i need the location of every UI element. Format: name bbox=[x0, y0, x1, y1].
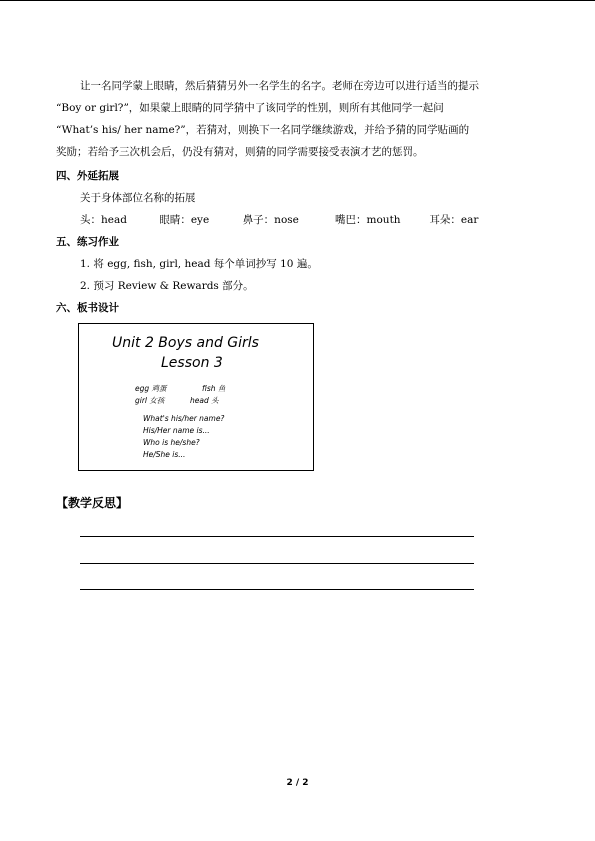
homework-item-2: 2. 预习 Review & Rewards 部分。 bbox=[80, 280, 254, 292]
board-vocab-fish: fish 鱼 bbox=[202, 384, 226, 393]
page-number: 2 / 2 bbox=[286, 778, 309, 788]
body-part-nose: 鼻子：nose bbox=[242, 214, 299, 226]
header-rule bbox=[0, 0, 595, 1]
body-part-eye: 眼睛：eye bbox=[159, 214, 210, 226]
section-5-heading: 五、练习作业 bbox=[56, 236, 119, 248]
body-parts-list bbox=[80, 212, 478, 227]
homework-item-1: 1. 将 egg, fish, girl, head 每个单词抄写 10 遍。 bbox=[80, 258, 318, 270]
board-title: Unit 2 Boys and Girls bbox=[112, 335, 259, 351]
game-paragraph bbox=[56, 75, 538, 163]
game-line-3: “What’s his/ her name?”，若猜对，则换下一名同学继续游戏，并给予猜的同学贴画的 bbox=[56, 124, 470, 136]
board-vocab-egg: egg 鸡蛋 bbox=[135, 384, 167, 393]
reflection-line bbox=[80, 563, 474, 564]
board-sentence-2: His/Her name is... bbox=[143, 426, 210, 435]
board-sentence-4: He/She is... bbox=[143, 450, 186, 459]
section-4-subtitle: 关于身体部位名称的拓展 bbox=[80, 192, 196, 204]
body-part-head: 头：head bbox=[80, 214, 127, 226]
game-line-2: “Boy or girl?”，如果蒙上眼睛的同学猜中了该同学的性别，则所有其他同学一起问 bbox=[56, 102, 444, 114]
blackboard-design bbox=[78, 323, 314, 471]
body-part-ear: 耳朵：ear bbox=[429, 214, 479, 226]
board-vocab-girl: girl 女孩 bbox=[135, 396, 165, 405]
body-part-mouth: 嘴巴：mouth bbox=[335, 214, 401, 226]
board-vocab-head: head 头 bbox=[190, 396, 219, 405]
game-line-4: 奖励；若给予三次机会后，仍没有猜对，则猜的同学需要接受表演才艺的惩罚。 bbox=[56, 146, 424, 158]
section-4-heading: 四、外延拓展 bbox=[56, 170, 119, 182]
board-sentence-3: Who is he/she? bbox=[143, 438, 200, 447]
board-sentence-1: What's his/her name? bbox=[143, 414, 225, 423]
section-6-heading: 六、板书设计 bbox=[56, 302, 119, 314]
reflection-line bbox=[80, 536, 474, 537]
board-subtitle: Lesson 3 bbox=[161, 355, 223, 371]
game-line-1: 让一名同学蒙上眼睛，然后猜猜另外一名学生的名字。老师在旁边可以进行适当的提示 bbox=[80, 80, 479, 92]
reflection-line bbox=[80, 589, 474, 590]
reflection-heading: 【教学反思】 bbox=[56, 496, 129, 510]
